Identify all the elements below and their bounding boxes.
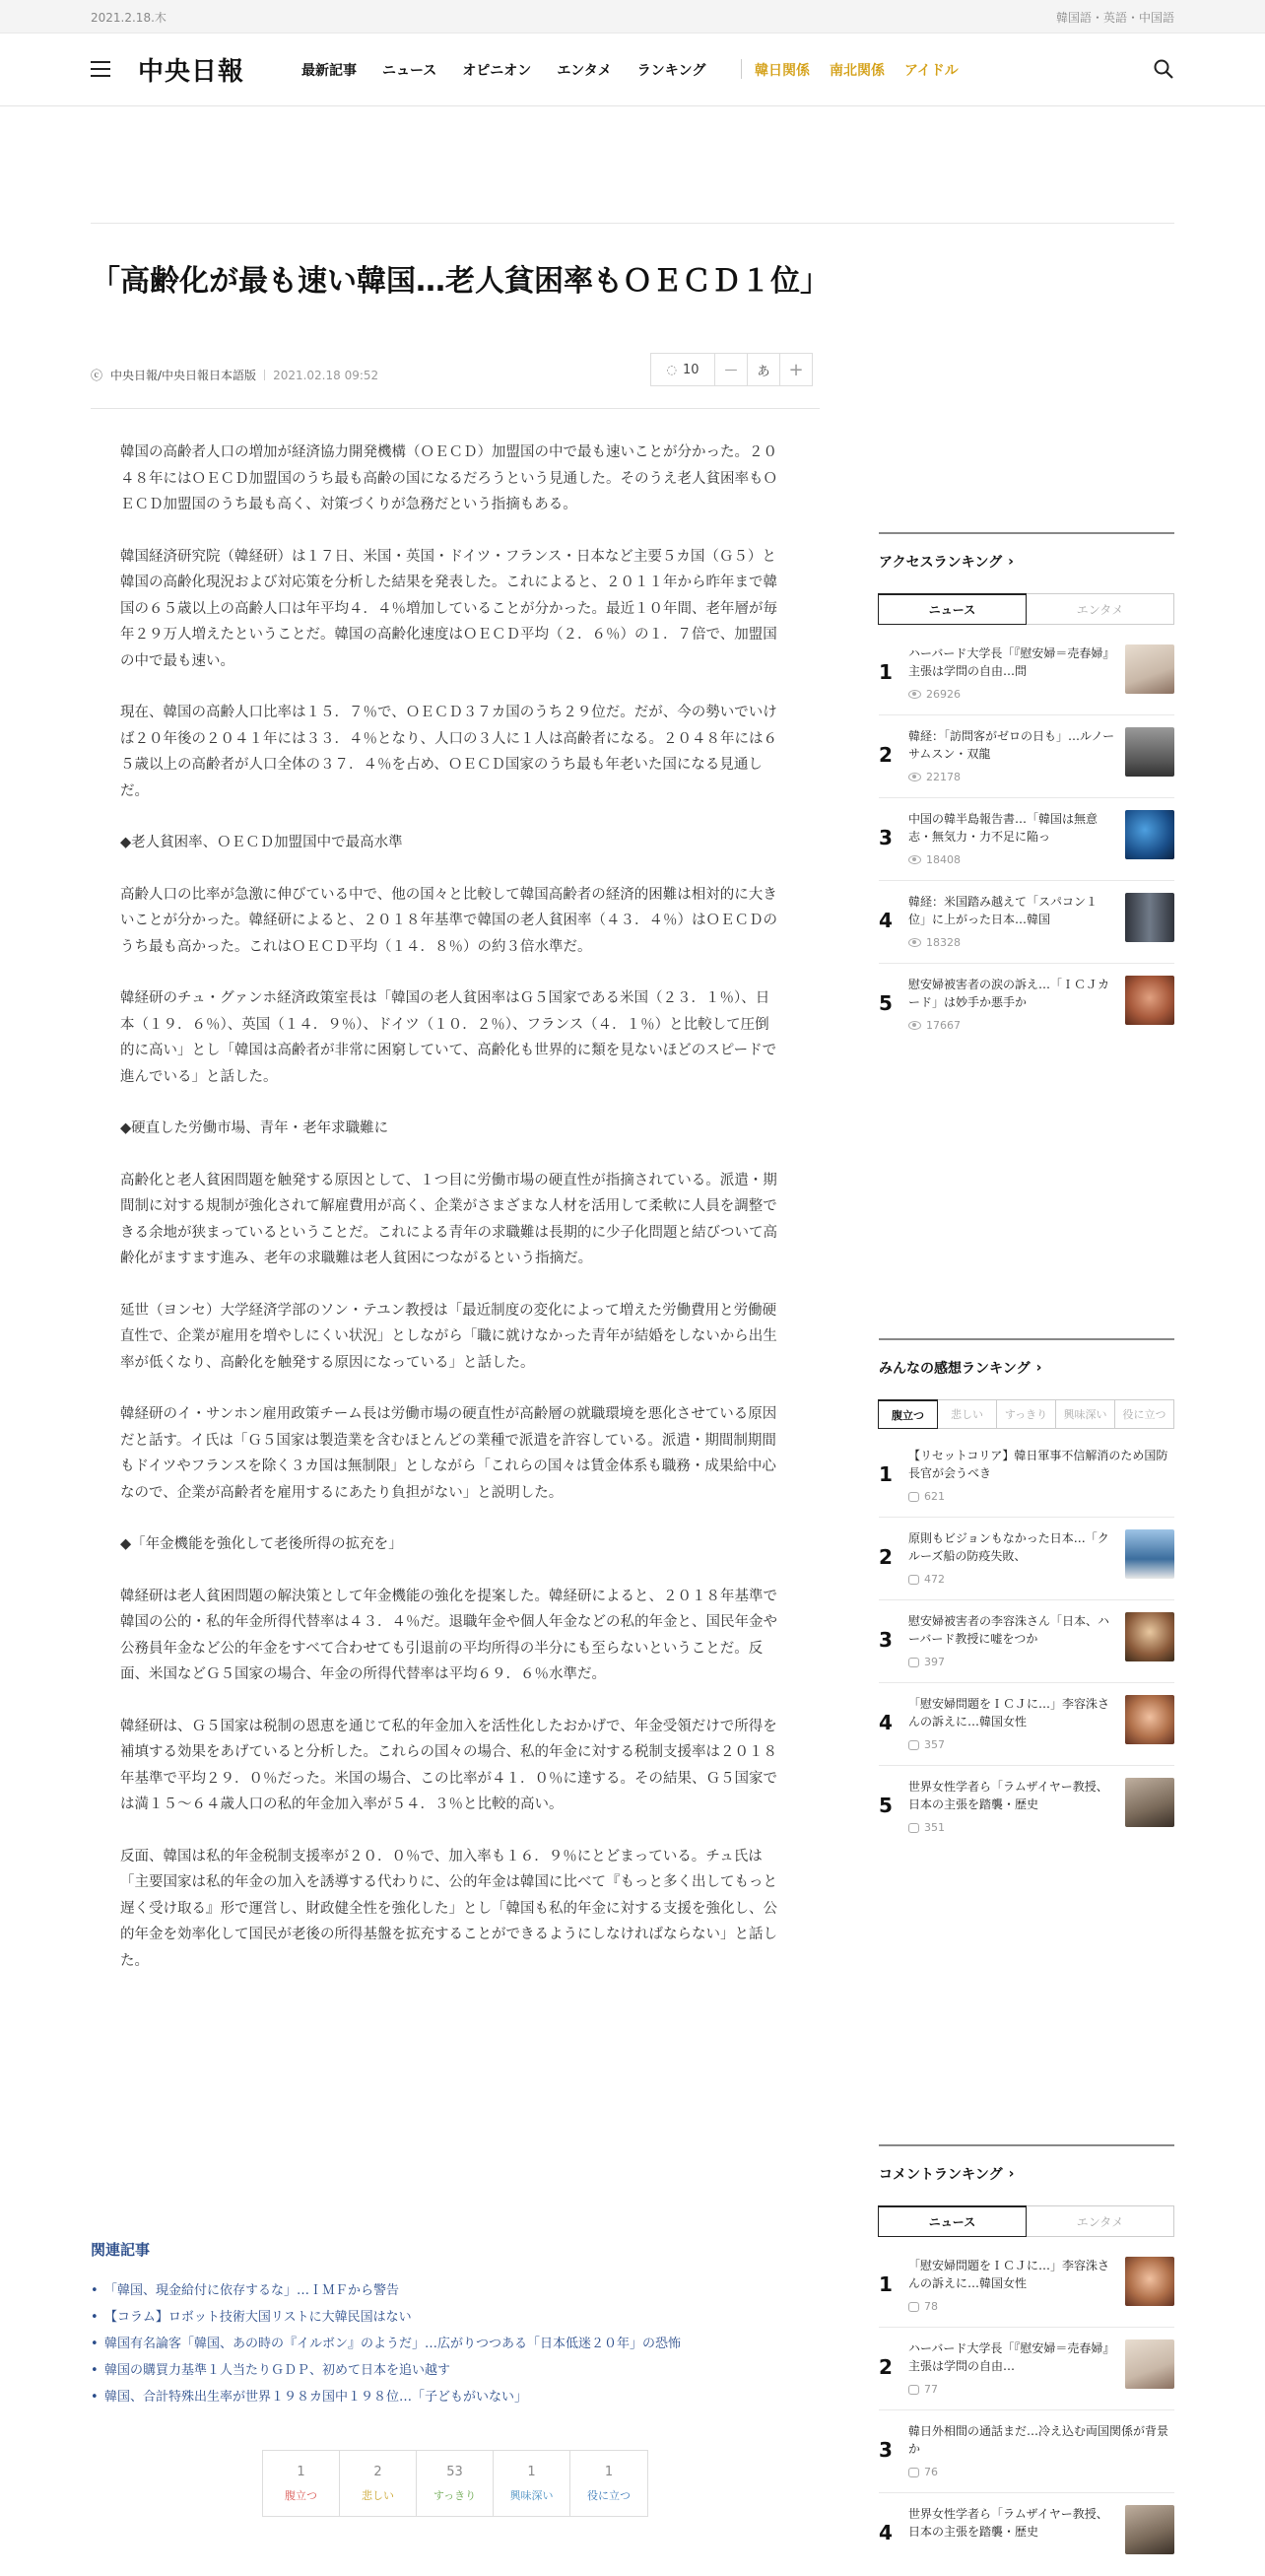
main-nav xyxy=(301,60,705,80)
reaction-icon xyxy=(908,1823,919,1833)
rank-number: 2 xyxy=(879,2355,893,2379)
count-value: 77 xyxy=(924,2383,938,2396)
comment-ranking xyxy=(879,2144,1174,2576)
ranking-item[interactable] xyxy=(879,810,1174,881)
reaction-label: 役に立つ xyxy=(587,2488,631,2502)
access-ranking-title: アクセスランキング xyxy=(879,555,1003,571)
nav-ranking[interactable]: ランキング xyxy=(636,63,706,79)
comment-button[interactable] xyxy=(650,353,715,386)
thumbnail xyxy=(1125,810,1174,859)
ranking-item[interactable] xyxy=(879,893,1174,964)
ranking-title: 「慰安婦問題をＩＣＪに…」李容洙さんの訴えに…韓国女性 xyxy=(908,2259,1110,2290)
minus-icon: — xyxy=(724,362,738,377)
article-datetime: 2021.02.18 09:52 xyxy=(273,368,379,382)
related-heading: 関連記事 xyxy=(91,2241,151,2259)
ranking-title: 世界女性学者ら「ラムザイヤー教授、日本の主張を踏襲・歴史 xyxy=(908,1780,1108,1811)
rank-number: 2 xyxy=(879,743,893,767)
reaction-sad[interactable] xyxy=(340,2451,417,2516)
count-value: 397 xyxy=(924,1656,945,1668)
ranking-title: 韓経：米国踏み越えて「スパコン１位」に上がった日本…韓国 xyxy=(908,895,1099,926)
feeling-ranking-title: みんなの感想ランキング xyxy=(879,1361,1031,1377)
count-value: 76 xyxy=(924,2466,938,2478)
comment-ranking-list xyxy=(879,2257,1174,2576)
eye-icon xyxy=(908,855,921,864)
related-link[interactable]: • 韓国有名論客「韓国、あの時の『イルボン』のようだ」…広がりつつある「日本低迷２０年」の恐怖 xyxy=(91,2331,820,2357)
feeling-ranking-list xyxy=(879,1447,1174,1849)
views-value: 22178 xyxy=(926,771,961,783)
nav-opinion[interactable]: オピニオン xyxy=(462,63,532,79)
ranking-item[interactable] xyxy=(879,1695,1174,1766)
thumbnail xyxy=(1125,893,1174,942)
chevron-right-icon: › xyxy=(1035,1360,1042,1376)
article-tools xyxy=(651,353,813,386)
rank-number: 5 xyxy=(879,1794,893,1817)
eye-icon xyxy=(908,690,921,699)
subheading: ◆硬直した労働市場、青年・老年求職難に xyxy=(120,1120,389,1136)
comment-count xyxy=(908,2466,938,2478)
thumbnail xyxy=(1125,727,1174,777)
paragraph: 高齢化と老人貧困問題を触発する原因として、１つ目に労働市場の硬直性が指摘されている。派遣・期間制に対する規制が強化されて解雇費用が高く、企業がさまざまな人材を活用して柔軟に人員を調整できる余地が狭まっているということだ。これによる青年の求職難は長期的に少子化問題と結びついて高齢化がますます進み、老年の求職難は老人貧困につながるという指摘だ。 xyxy=(120,1172,777,1266)
view-count xyxy=(908,853,961,866)
plus-icon: + xyxy=(788,359,804,380)
article-title: 「高齢化が最も速い韓国…老人貧困率もＯＥＣＤ１位」 xyxy=(91,264,830,299)
thumbnail xyxy=(1125,1529,1174,1579)
reaction-useful[interactable] xyxy=(570,2451,647,2516)
view-count xyxy=(908,936,961,949)
rank-number: 3 xyxy=(879,826,893,849)
comment-count: 10 xyxy=(682,362,699,377)
nav-divider xyxy=(741,59,742,79)
count-value: 472 xyxy=(924,1573,945,1586)
rank-number: 1 xyxy=(879,1462,893,1486)
rank-number: 3 xyxy=(879,2438,893,2462)
access-ranking xyxy=(879,532,1174,1047)
rank-number: 3 xyxy=(879,1628,893,1652)
ranking-item[interactable] xyxy=(879,976,1174,1047)
thumbnail xyxy=(1125,2505,1174,2554)
reaction-icon xyxy=(908,1740,919,1750)
ranking-title: 「慰安婦問題をＩＣＪに…」李容洙さんの訴えに…韓国女性 xyxy=(908,1697,1110,1729)
ranking-item[interactable] xyxy=(879,644,1174,715)
views-value: 26926 xyxy=(926,688,961,701)
tab-refreshing[interactable]: すっきり xyxy=(996,1399,1056,1429)
ranking-item[interactable] xyxy=(879,1529,1174,1600)
related-link[interactable]: • 韓国、合計特殊出生率が世界１９８カ国中１９８位…「子どもがいない」 xyxy=(91,2384,820,2410)
reaction-refreshing[interactable] xyxy=(417,2451,494,2516)
thumbnail xyxy=(1125,976,1174,1025)
reaction-label: すっきり xyxy=(433,2488,477,2502)
ranking-title: 慰安婦被害者の李容洙さん「日本、ハーバード教授に嘘をつか xyxy=(908,1614,1110,1646)
section-rule xyxy=(879,532,1174,534)
comment-count xyxy=(908,2300,938,2313)
views-value: 17667 xyxy=(926,1019,961,1032)
nav-japan-korea[interactable]: 韓日関係 xyxy=(755,63,810,79)
rank-number: 1 xyxy=(879,2272,893,2296)
tab-news[interactable]: ニュース xyxy=(878,2205,1027,2237)
view-count xyxy=(908,1019,961,1032)
site-logo[interactable]: 中央日報 xyxy=(138,57,245,87)
tab-entertainment[interactable]: エンタメ xyxy=(1026,2205,1174,2237)
section-rule xyxy=(879,2144,1174,2146)
thumbnail xyxy=(1125,644,1174,694)
reaction-icon xyxy=(908,1492,919,1502)
paragraph: 高齢人口の比率が急激に伸びている中で、他の国々と比較して韓国高齢者の経済的困難は相対的に大きいことが分かった。韓経研によると、２０１８年基準で韓国の老人貧困率（４３．４％）はＯＥＣＤのうち最も高かった。これはＯＥＣＤ平均（１４．８％）の約３倍水準だ。 xyxy=(120,886,777,955)
ranking-title: 中国の韓半島報告書…「韓国は無意志・無気力・力不足に陥っ xyxy=(908,812,1099,844)
rank-number: 1 xyxy=(879,660,893,684)
ranking-title: 慰安婦被害者の涙の訴え…「ＩＣＪカード」は妙手か悪手か xyxy=(908,978,1110,1009)
tab-interesting[interactable]: 興味深い xyxy=(1055,1399,1115,1429)
comment-ranking-title: コメントランキング xyxy=(879,2167,1003,2183)
paragraph: 韓国経済研究院（韓経研）は１７日、米国・英国・ドイツ・フランス・日本など主要５カ国（Ｇ５）と韓国の高齢化現況および対応策を分析した結果を発表した。これによると、２０１１年から昨年まで韓国の６５歳以上の高齢人口は年平均４．４％増加していることが分かった。最近１０年間、老年層が毎年２９万人増えたということだ。韓国の高齢化速度はＯＥＣＤ平均（２．６％）の１．７倍で、加盟国の中で最も速い。 xyxy=(120,548,777,669)
comment-ranking-tabs xyxy=(879,2205,1174,2237)
nav-latest[interactable]: 最新記事 xyxy=(301,63,357,79)
ranking-item[interactable] xyxy=(879,1778,1174,1849)
font-label: あ xyxy=(747,353,780,386)
related-link[interactable]: • 「韓国、現金給付に依存するな」…ＩＭＦから警告 xyxy=(91,2277,820,2304)
reaction-count xyxy=(908,1656,945,1668)
site-header xyxy=(0,34,1265,106)
reaction-count xyxy=(908,1821,945,1834)
access-ranking-heading[interactable] xyxy=(879,552,1174,572)
views-value: 18328 xyxy=(926,936,961,949)
eye-icon xyxy=(908,938,921,947)
search-icon[interactable] xyxy=(1153,58,1174,80)
reaction-interesting[interactable] xyxy=(494,2451,570,2516)
rank-number: 4 xyxy=(879,1711,893,1734)
comment-icon xyxy=(908,2302,919,2312)
reaction-icon xyxy=(908,1575,919,1585)
count-value: 351 xyxy=(924,1821,945,1834)
reaction-count: 2 xyxy=(373,2464,382,2479)
ranking-title: ハーバード大学長「『慰安婦＝売春婦』主張は学問の自由…問 xyxy=(908,646,1115,678)
thumbnail xyxy=(1125,1612,1174,1661)
related-articles xyxy=(91,2239,820,2410)
menu-icon[interactable] xyxy=(91,61,110,77)
paragraph: 韓経研は、Ｇ５国家は税制の恩恵を通じて私的年金加入を活性化したおかげで、年金受領だけで所得を補填する効果をあげていると分析した。これらの国々の場合、私的年金に対する税制支援率は２０１８年基準で平均２９．０％だった。米国の場合、この比率が４１．０％に達する。その結果、Ｇ５国家では満１５～６４歳人口の私的年金加入率が５４．３％と比較的高い。 xyxy=(120,1718,777,1812)
nav-entertainment[interactable]: エンタメ xyxy=(557,63,612,79)
reaction-count xyxy=(908,1738,945,1751)
article-source: 中央日報/中央日報日本語版 xyxy=(110,369,257,382)
ranking-title: 【リセットコリア】韓日軍事不信解消のため国防長官が会うべき xyxy=(908,1449,1168,1480)
paragraph: 韓経研のチュ・グァンホ経済政策室長は「韓国の老人貧困率はＧ５国家である米国（２３．１％）、日本（１９．６％）、英国（１４．９％）、ドイツ（１０．２％）、フランス（４．１％）と比較して圧倒的に高い」とし「韓国は高齢者が非常に困窮していて、高齢化も世界的に類を見ないほどのスピードで進んでいる」と話した。 xyxy=(120,990,777,1085)
reaction-count: 1 xyxy=(604,2464,614,2479)
chevron-right-icon: › xyxy=(1008,554,1014,570)
ranking-title: 韓日外相間の通話まだ…冷え込む両国関係が背景か xyxy=(908,2424,1169,2456)
reaction-count: 1 xyxy=(527,2464,536,2479)
tab-useful[interactable]: 役に立つ xyxy=(1114,1399,1174,1429)
comment-icon xyxy=(908,2385,919,2395)
reaction-angry[interactable] xyxy=(263,2451,340,2516)
subheading: ◆老人貧困率、ＯＥＣＤ加盟国中で最高水準 xyxy=(120,835,403,850)
comment-ranking-heading[interactable] xyxy=(879,2164,1174,2184)
paragraph: 延世（ヨンセ）大学経済学部のソン・テユン教授は「最近制度の変化によって増えた労働費用と労働硬直性で、企業が雇用を増やしにくい状況」としながら「職に就けなかった青年が結婚をしないから出生率が低くなり、高齢化を触発する原因になっている」と話した。 xyxy=(120,1302,777,1371)
chevron-right-icon: › xyxy=(1008,2166,1015,2182)
count-value: 357 xyxy=(924,1738,945,1751)
paragraph: 反面、韓国は私的年金税制支援率が２０．０％で、加入率も１６．９％にとどまっている。チュ氏は「主要国家は私的年金の加入を誘導する代わりに、公的年金は韓国に比べて『もっと多く出してもっと遅く受け取る』形で運営し、財政健全性を強化した」とし「韓国も私的年金に対する支援を強化し、公的年金を効率化して国民が老後の所得基盤を拡充することができるようにしなければならない」と話した。 xyxy=(120,1848,777,1969)
paragraph: 現在、韓国の高齢人口比率は１５．７％で、ＯＥＣＤ３７カ国のうち２９位だ。だが、今の勢いでいけば２０年後の２０４１年には３３．４％となり、人口の３人に１人は高齢者になる。２０４８年には６５歳以上の高齢者が人口全体の３７．４％を占め、ＯＥＣＤ国家のうち最も年老いた国になる見通しだ。 xyxy=(120,705,777,799)
tab-entertainment[interactable]: エンタメ xyxy=(1026,593,1174,625)
ranking-item[interactable] xyxy=(879,1612,1174,1683)
feeling-ranking xyxy=(879,1338,1174,1849)
ranking-title: 世界女性学者ら「ラムザイヤー教授、日本の主張を踏襲・歴史 xyxy=(908,2507,1108,2539)
thumbnail xyxy=(1125,2257,1174,2306)
ranking-title: 韓経：「訪問客がゼロの日も」…ルノーサムスン・双龍 xyxy=(908,729,1115,761)
rank-number: 5 xyxy=(879,991,893,1015)
nav-north-south[interactable]: 南北関係 xyxy=(830,63,885,79)
byline-divider xyxy=(264,370,265,380)
copyright-icon: ⓒ xyxy=(91,369,103,382)
thumbnail xyxy=(1125,2339,1174,2389)
comment-count xyxy=(908,2383,938,2396)
count-value: 78 xyxy=(924,2300,938,2313)
related-link[interactable]: • 【コラム】ロボット技術大国リストに大韓民国はない xyxy=(91,2304,820,2331)
paragraph: 韓経研は老人貧困問題の解決策として年金機能の強化を提案した。韓経研によると、２０１８年基準で韓国の公的・私的年金所得代替率は４３．４％だ。退職年金や個人年金などの私的年金と、国民年金や公務員年金など公的年金をすべて合わせても引退前の平均所得の半分にも至らないということだ。反面、米国などＧ５国家の場合、年金の所得代替率は平均６９．６％水準だ。 xyxy=(120,1588,777,1682)
count-value: 621 xyxy=(924,1490,945,1503)
font-increase-button[interactable] xyxy=(779,353,813,386)
ranking-item[interactable] xyxy=(879,727,1174,798)
ranking-item[interactable] xyxy=(879,2257,1174,2328)
thumbnail xyxy=(1125,1695,1174,1744)
nav-news[interactable]: ニュース xyxy=(382,63,437,79)
tab-sad[interactable]: 悲しい xyxy=(937,1399,997,1429)
reaction-bar xyxy=(262,2450,648,2517)
font-decrease-button[interactable] xyxy=(714,353,748,386)
ranking-title: ハーバード大学長「『慰安婦＝売春婦』主張は学問の自由… xyxy=(908,2341,1115,2373)
ranking-title: 原則もビジョンもなかった日本…「クルーズ船の防疫失敗、 xyxy=(908,1531,1109,1563)
tab-news[interactable]: ニュース xyxy=(878,593,1027,625)
paragraph: 韓経研のイ・サンホン雇用政策チーム長は労働市場の硬直性が高齢層の就職環境を悪化させている原因だと話す。イ氏は「Ｇ５国家は製造業を含むほとんどの業種で派遣を許容している。派遣・期間制期間もドイツやフランスを除く３カ国は無制限」としながら「これらの国々は賃金体系も職務・成果給中心なので、企業が高齢者を雇用するにあたり負担がない」と説明した。 xyxy=(120,1406,777,1501)
rank-number: 4 xyxy=(879,909,893,932)
language-links[interactable]: 韓国語・英語・中国語 xyxy=(1055,11,1174,25)
eye-icon xyxy=(908,1021,921,1030)
reaction-label: 悲しい xyxy=(362,2488,394,2502)
ad-divider xyxy=(91,223,1174,224)
reaction-label: 興味深い xyxy=(509,2488,554,2502)
tab-angry[interactable]: 腹立つ xyxy=(878,1399,938,1429)
reaction-count xyxy=(908,1490,945,1503)
reaction-label: 腹立つ xyxy=(285,2488,317,2502)
reaction-count: 53 xyxy=(446,2464,463,2479)
article-byline xyxy=(91,367,378,383)
ranking-item[interactable] xyxy=(879,2505,1174,2576)
related-link[interactable]: • 韓国の購買力基準１人当たりＧＤＰ、初めて日本を追い越す xyxy=(91,2357,820,2384)
comment-icon xyxy=(908,2468,919,2477)
current-date: 2021.2.18.木 xyxy=(91,11,166,25)
views-value: 18408 xyxy=(926,853,961,866)
comment-icon: ◌ xyxy=(666,363,677,376)
subheading: ◆「年金機能を強化して老後所得の拡充を」 xyxy=(120,1536,403,1552)
paragraph: 韓国の高齢者人口の増加が経済協力開発機構（ＯＥＣＤ）加盟国の中で最も速いことが分かった。２０４８年にはＯＥＣＤ加盟国のうち最も高齢の国になるだろうという見通した。そのうえ老人貧困率もＯＥＣＤ加盟国のうち最も高く、対策づくりが急務だという指摘もある。 xyxy=(120,444,777,512)
thumbnail xyxy=(1125,1778,1174,1827)
rank-number: 4 xyxy=(879,2521,893,2544)
section-rule xyxy=(879,1338,1174,1340)
feeling-ranking-heading[interactable] xyxy=(879,1358,1174,1378)
view-count xyxy=(908,771,961,783)
feeling-tabs xyxy=(879,1399,1174,1429)
view-count xyxy=(908,688,961,701)
access-ranking-tabs xyxy=(879,593,1174,625)
access-ranking-list xyxy=(879,644,1174,1047)
ranking-item[interactable] xyxy=(879,2422,1174,2493)
article-body xyxy=(120,440,782,2000)
top-utility-bar xyxy=(0,0,1265,34)
reaction-icon xyxy=(908,1658,919,1667)
ranking-item[interactable] xyxy=(879,2339,1174,2410)
article-header-divider xyxy=(91,408,820,409)
reaction-count: 1 xyxy=(297,2464,305,2479)
rank-number: 2 xyxy=(879,1545,893,1569)
reaction-count xyxy=(908,1573,945,1586)
ranking-item[interactable] xyxy=(879,1447,1174,1518)
eye-icon xyxy=(908,773,921,781)
highlight-nav xyxy=(755,60,959,80)
nav-idol[interactable]: アイドル xyxy=(904,63,959,79)
